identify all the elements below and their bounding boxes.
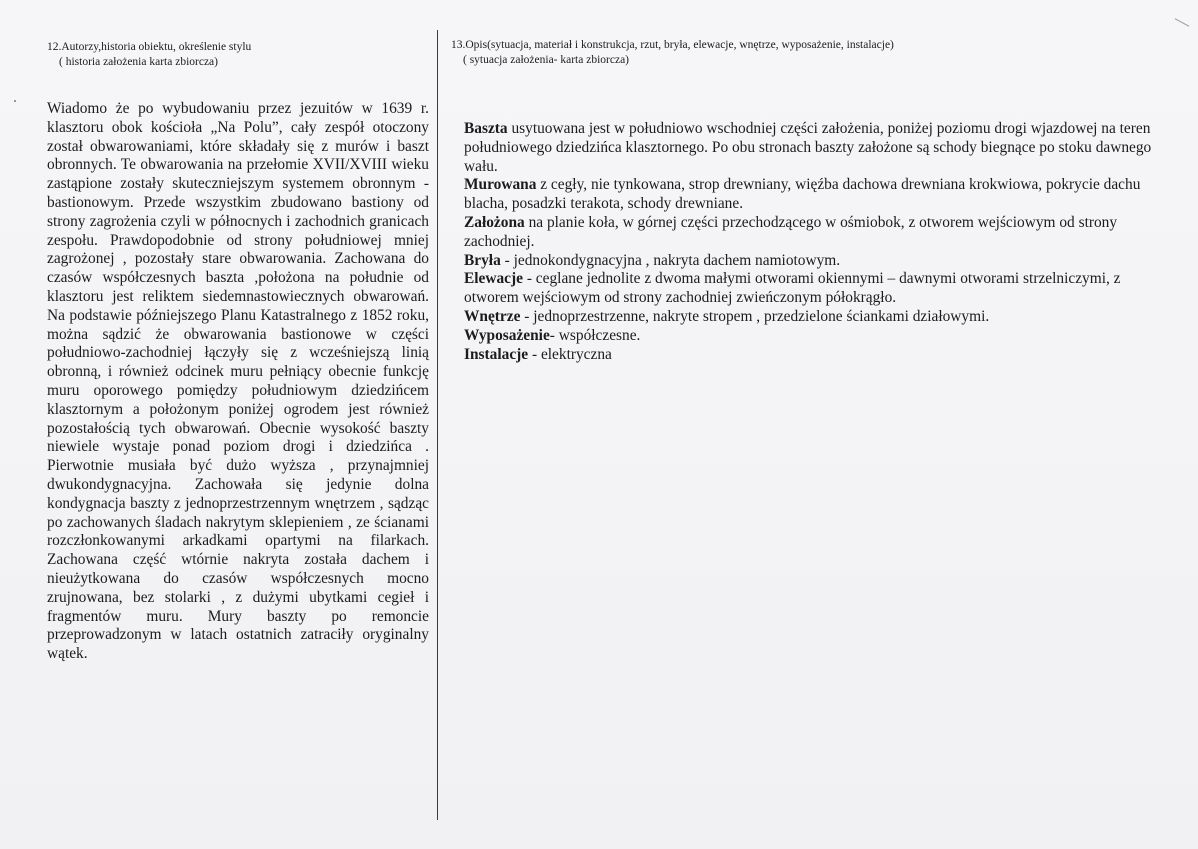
- entry-elewacje: [464, 270, 1161, 308]
- entry-term: Baszta: [464, 120, 508, 137]
- entry-term: Bryła: [464, 251, 501, 269]
- entry-zalozona: [464, 214, 1161, 252]
- entry-text: - jednoprzestrzenne, nakryte stropem , przedzielone ściankami działowymi.: [520, 307, 990, 325]
- entry-text: usytuowana jest w południowo wschodniej części założenia, poniżej poziomu drogi wjazdowej na teren południowego dziedzińca klasztornego. Po obu stronach baszty założone są schody biegnące po stoku dawnego wału.: [464, 120, 1152, 175]
- scan-mark: [1175, 18, 1190, 26]
- entry-text: na planie koła, w górnej części przechodzącego w ośmiobok, z otworem wejściowym od strony zachodniej.: [464, 213, 1118, 250]
- entry-term: Murowana: [464, 176, 537, 194]
- entry-instalacje: [464, 346, 1161, 365]
- entry-text: z cegły, nie tynkowana, strop drewniany, więźba dachowa drewniana krokwiowa, pokrycie dachu blacha, posadzki terakota, schody drewniane.: [464, 176, 1141, 213]
- entry-term: Wnętrze: [464, 307, 521, 325]
- entry-term: Wyposażenie: [464, 326, 550, 344]
- entry-text: - jednokondygnacyjna , nakryta dachem namiotowym.: [500, 251, 841, 269]
- entry-text: - współczesne.: [549, 326, 641, 344]
- section-13-subheading: ( sytuacja założenia- karta zbiorcza): [463, 54, 630, 66]
- section-12-subheading: ( historia założenia karta zbiorcza): [59, 56, 218, 68]
- entry-baszta: [464, 120, 1161, 176]
- column-divider: [437, 30, 438, 820]
- entry-text: - elektryczna: [528, 345, 612, 363]
- left-column: [47, 40, 429, 679]
- entry-term: Założona: [464, 213, 525, 231]
- entry-murowana: [464, 176, 1161, 214]
- entry-text: - ceglane jednolite z dwoma małymi otworami okiennymi – dawnymi otworami strzelniczymi, z otworem wejściowym od strony zachodniej zwieńczonym półokrągło.: [464, 270, 1121, 307]
- entry-term: Instalacje: [464, 345, 529, 363]
- entry-wyposazenie: [464, 327, 1161, 346]
- entry-term: Elewacje: [464, 270, 523, 288]
- description-body: [451, 120, 1161, 364]
- scan-speck: [14, 100, 16, 102]
- section-13-heading: 13.Opis(sytuacja, materiał i konstrukcja, rzut, bryła, elewacje, wnętrze, wyposażenie, instalacje): [451, 39, 894, 51]
- entry-wnetrze: [464, 308, 1161, 327]
- right-column: [451, 38, 1161, 364]
- history-paragraph: Wiadomo że po wybudowaniu przez jezuitów w 1639 r. klasztoru obok kościoła „Na Polu”, cały zespół otoczony został obwarowaniami, które składały się z murów i baszt obronnych. Te obwarowania na przełomie XVII/XVIII wieku zastąpione zostały skuteczniejszym systemem obronnym - bastionowym. Przede wszystkim zbudowano bastiony od strony zagrożenia czyli w północnych i zachodnich granicach zespołu. Prawdopodobnie od strony południowej mniej zagrożonej , pozostały stare obwarowania. Zachowana do czasów współczesnych baszta ,położona na południe od klasztoru jest reliktem siedemnastowiecznych obwarowań. Na podstawie późniejszego Planu Katastralnego z 1852 roku, można sądzić że obwarowania bastionowe w części południowo-zachodniej łączyły się z wcześniejszą linią obronną, i również odcinek muru pełniący obecnie funkcję muru oporowego pomiędzy południowym dziedzińcem klasztornym a położonym poniżej ogrodem jest również pozostałością tych obwarowań. Obecnie wysokość baszty niewiele wystaje ponad poziom drogi i dziedzińca . Pierwotnie musiała być dużo wyższa , przynajmniej dwukondygnacyjna. Zachowała się jedynie dolna kondygnacja baszty z jednoprzestrzennym wnętrzem , sądząc po zachowanych śladach nakrytym sklepieniem , ze ścianami rozczłonkowanymi arkadkami opartymi na filarkach. Zachowana część wtórnie nakryta została dachem i nieużytkowana do czasów współczesnych mocno zrujnowana, bez stolarki , z dużymi ubytkami cegieł i fragmentów muru. Mury baszty po remoncie przeprowadzonym w latach ostatnich zatraciły oryginalny wątek.: [47, 100, 429, 663]
- entry-bryla: [464, 252, 1161, 271]
- section-12-heading: 12.Autorzy,historia obiektu, określenie stylu: [47, 41, 252, 53]
